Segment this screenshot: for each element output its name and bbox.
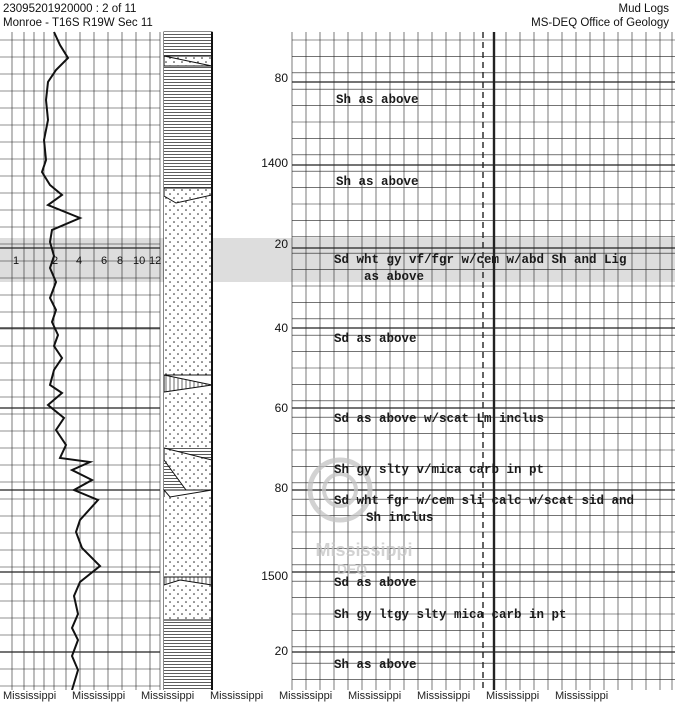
depth-label: 80	[274, 481, 288, 495]
footer-text: Mississippi	[3, 690, 57, 702]
lithology-note: as above	[364, 270, 425, 284]
footer-text: Mississippi	[279, 690, 333, 702]
depth-label: 20	[274, 237, 288, 251]
gamma-curve	[42, 32, 100, 690]
lithology-note: Sh as above	[336, 93, 419, 107]
scale-label: 6	[101, 255, 108, 267]
depth-label: 20	[274, 644, 288, 658]
sand-interval	[164, 585, 212, 620]
scale-label: 10	[133, 255, 146, 267]
lithology-note: Sd wht fgr w/cem sli calc w/scat sid and	[334, 494, 635, 508]
footer-watermark-row	[0, 690, 675, 705]
footer-text: Mississippi	[486, 690, 540, 702]
footer-text: Mississippi	[348, 690, 402, 702]
lithology-note: Sd wht gy vf/fgr w/cem w/abd Sh and Lig	[334, 253, 627, 267]
sand-interval	[164, 497, 212, 577]
scale-label: 1	[13, 255, 20, 267]
depth-scale	[261, 71, 288, 658]
footer-text: Mississippi	[72, 690, 126, 702]
lithology-note: Sh gy slty v/mica carb in pt	[334, 463, 545, 477]
depth-label: 1400	[261, 156, 288, 170]
scale-label: 4	[76, 255, 83, 267]
lithology-note: Sh inclus	[366, 511, 434, 525]
sand-interval	[164, 195, 212, 375]
lithology-note: Sh as above	[334, 658, 417, 672]
depth-label: 80	[274, 71, 288, 85]
footer-text: Mississippi	[210, 690, 264, 702]
lithology-note: Sd as above	[334, 332, 417, 346]
footer-text: Mississippi	[417, 690, 471, 702]
shale-interval	[164, 32, 212, 56]
depth-label: 40	[274, 321, 288, 335]
agency-name: MS-DEQ Office of Geology	[531, 17, 669, 29]
lithology-note: Sd as above w/scat Lm inclus	[334, 412, 545, 426]
description-track-grid	[292, 32, 675, 690]
shale-interval	[164, 620, 212, 690]
well-location: Monroe - T16S R19W Sec 11	[3, 17, 153, 29]
depth-label: 1500	[261, 569, 288, 583]
depth-label: 60	[274, 401, 288, 415]
scale-label: 2	[52, 255, 59, 267]
lithology-descriptions	[334, 93, 634, 672]
lithology-note: Sh gy ltgy slty mica carb in pt	[334, 608, 567, 622]
lithology-note: Sh as above	[336, 175, 419, 189]
watermark-title: Mississippi	[315, 540, 413, 560]
watermark-subtitle: DEQ	[336, 561, 368, 577]
scale-label: 12	[149, 255, 162, 267]
log-type: Mud Logs	[618, 3, 669, 15]
lithology-note: Sd as above	[334, 576, 417, 590]
gamma-track-grid	[0, 32, 160, 690]
footer-text: Mississippi	[555, 690, 609, 702]
lithology-column	[164, 32, 212, 690]
shale-interval	[164, 66, 212, 188]
document-id: 23095201920000 : 2 of 11	[3, 3, 137, 15]
scale-label: 8	[117, 255, 124, 267]
sand-interval	[164, 392, 212, 448]
footer-text: Mississippi	[141, 690, 195, 702]
